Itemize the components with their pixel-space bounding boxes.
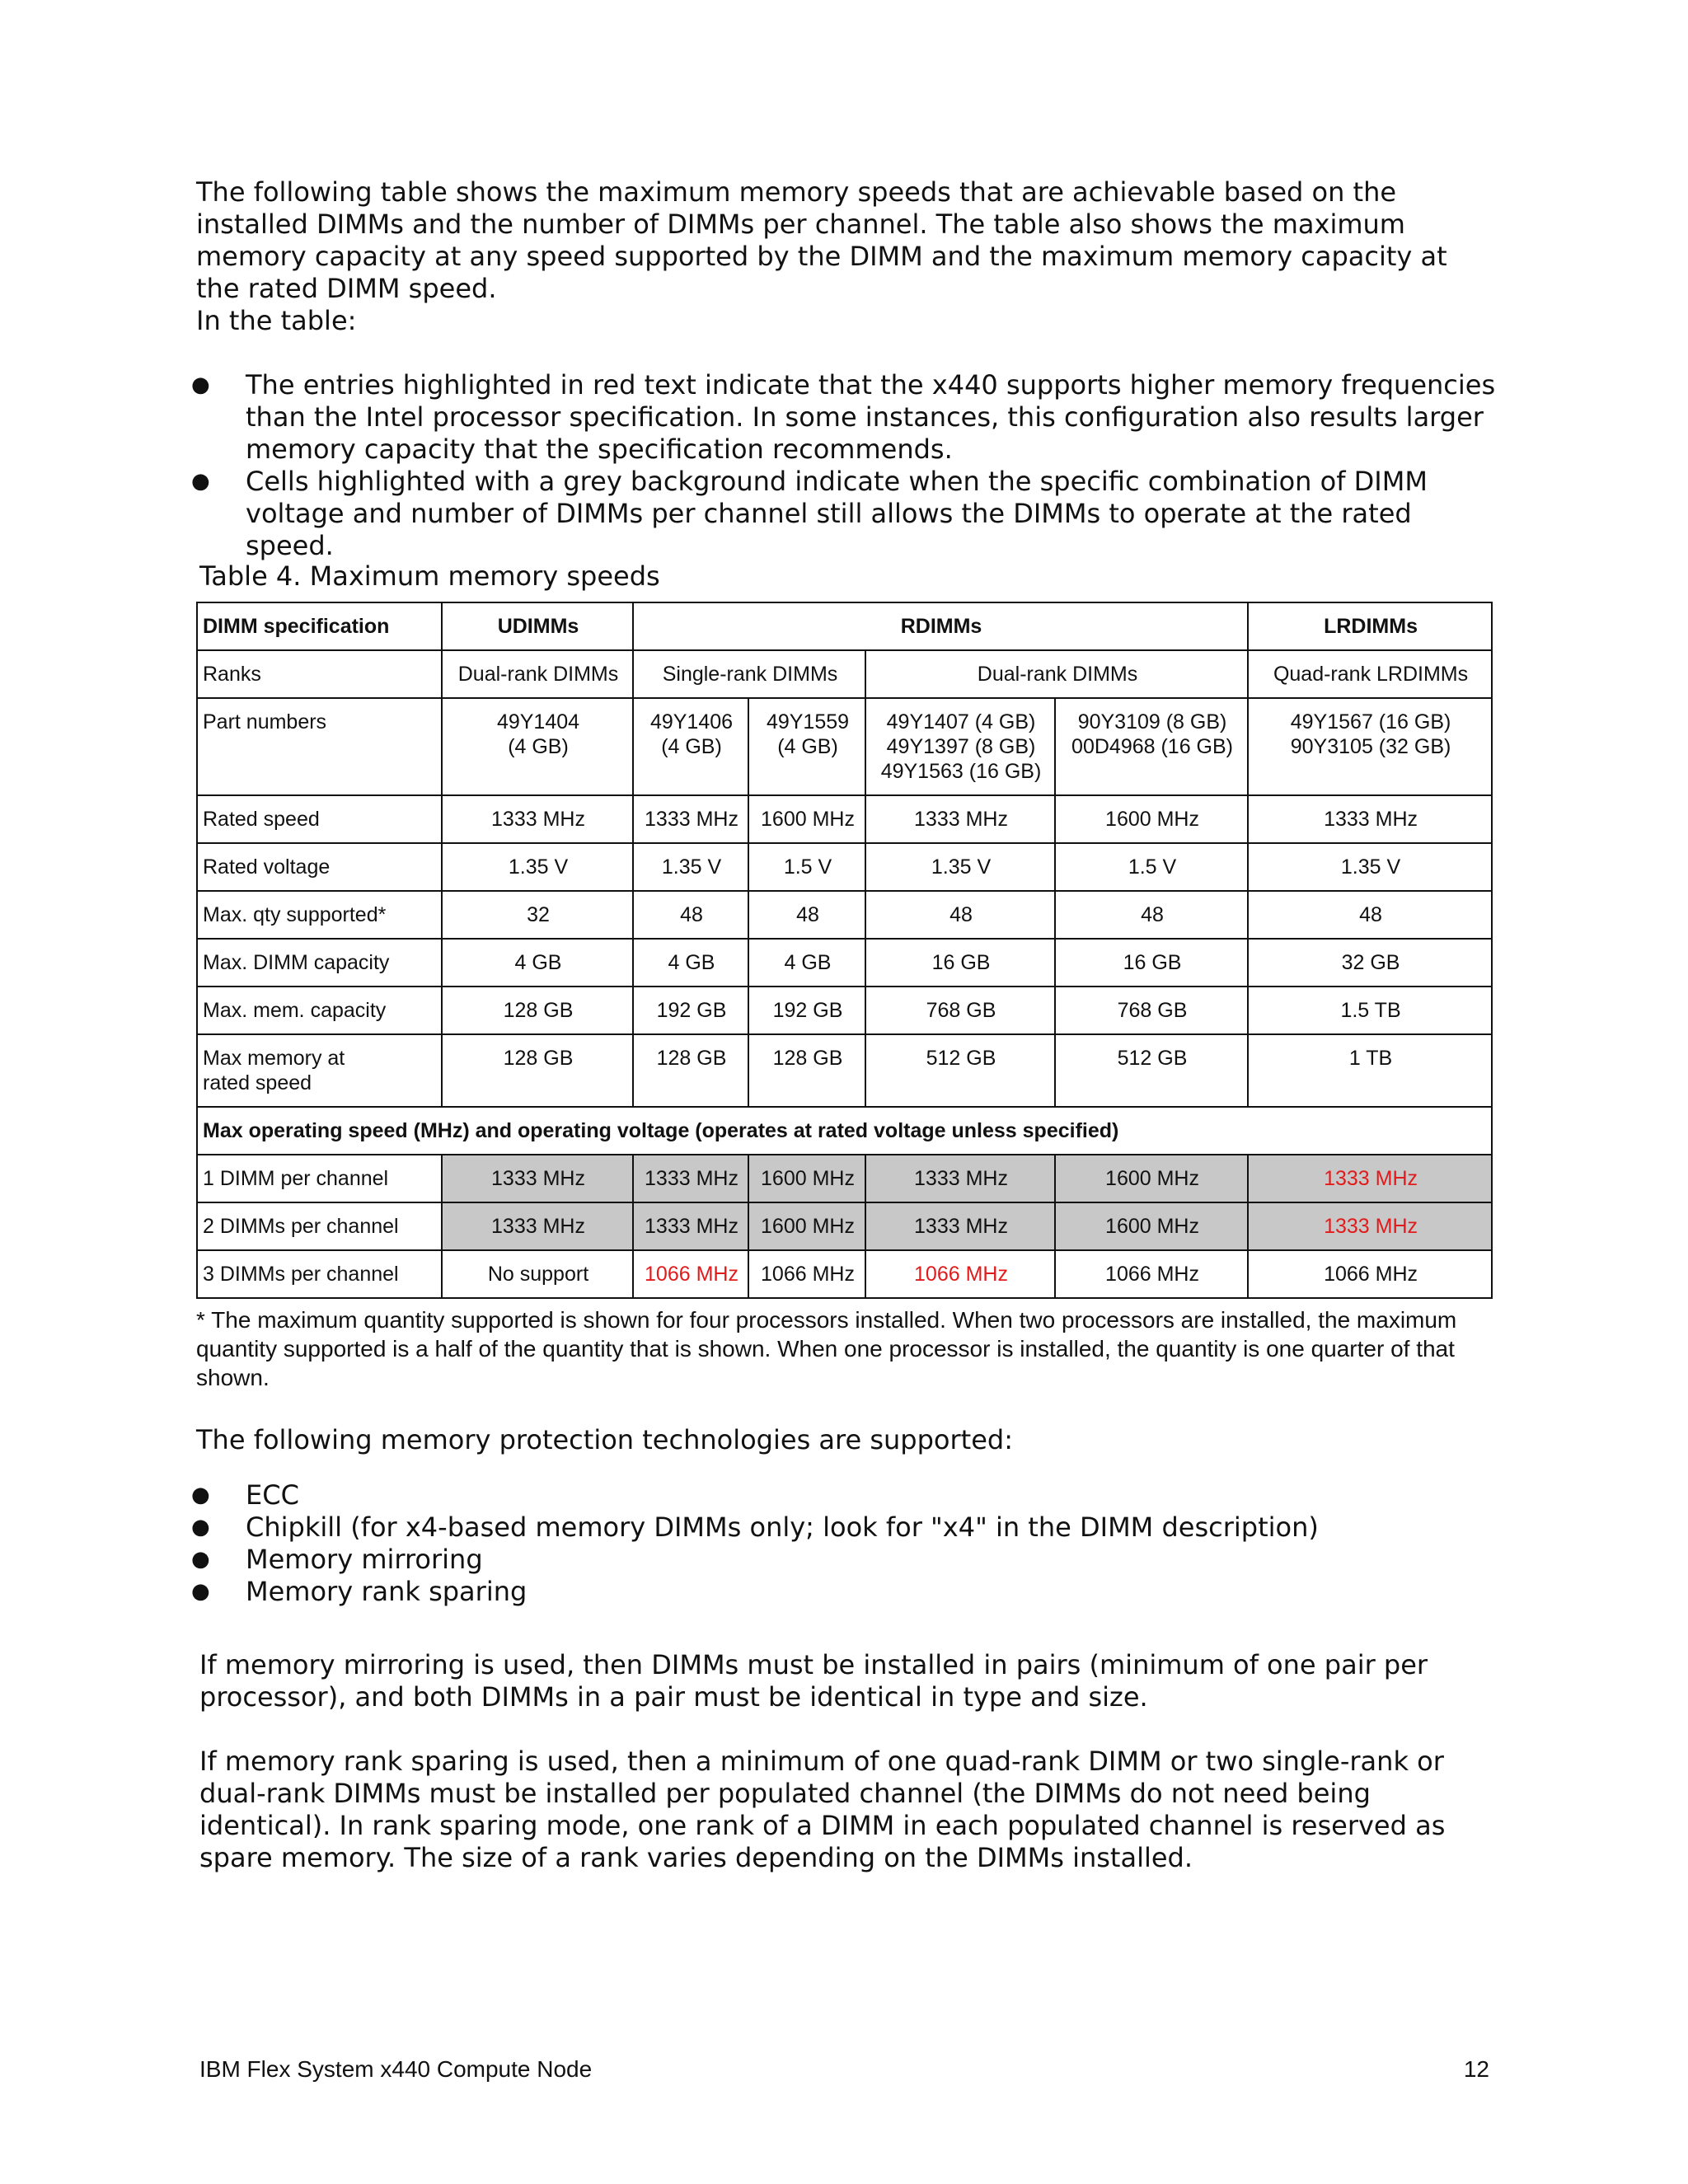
row-label: 3 DIMMs per channel [197, 1250, 442, 1298]
list-item: ● Memory mirroring [191, 1544, 483, 1575]
table-header-row [197, 602, 1492, 650]
table-cell: 1333 MHz [865, 1155, 1055, 1202]
list-item: ● Chipkill (for x4-based memory DIMMs only; look for "x4" in the DIMM description) [191, 1511, 1319, 1543]
table-row [197, 1034, 1492, 1107]
protection-intro: The following memory protection technologies are supported: [196, 1424, 1013, 1455]
table-cell: 1.5 V [1055, 843, 1248, 891]
bullet-icon: ● [191, 1515, 210, 1540]
table-cell: 49Y1559 (4 GB) [748, 698, 865, 795]
bullet-icon: ● [191, 1483, 210, 1507]
table-cell: Single-rank DIMMs [633, 650, 865, 698]
list-item: ● Cells highlighted with a grey background indicate when the specific combination of DIMM voltage and number of DIMMs per channel still allows the DIMMs to operate at the rated speed. [191, 466, 1428, 561]
table-row [197, 1250, 1492, 1298]
table-cell: No support [442, 1250, 633, 1298]
row-label: Rated speed [197, 795, 442, 843]
row-label: Max memory at rated speed [197, 1034, 442, 1107]
table-header-cell: LRDIMMs [1248, 602, 1492, 650]
row-label: Rated voltage [197, 843, 442, 891]
table-cell: 768 GB [1055, 987, 1248, 1034]
table-cell: 192 GB [633, 987, 748, 1034]
mirroring-paragraph: If memory mirroring is used, then DIMMs must be installed in pairs (minimum of one pair per processor), and both DIMMs in a pair must be identical in type and size. [199, 1649, 1428, 1713]
table-row [197, 987, 1492, 1034]
table-cell: 1600 MHz [748, 1155, 865, 1202]
row-label: Part numbers [197, 698, 442, 795]
table-cell: 128 GB [748, 1034, 865, 1107]
table-cell: 768 GB [865, 987, 1055, 1034]
table-row [197, 843, 1492, 891]
table-cell: 1.5 V [748, 843, 865, 891]
table-caption: Table 4. Maximum memory speeds [199, 560, 660, 592]
table-cell: 1333 MHz [633, 1202, 748, 1250]
table-cell: 49Y1406 (4 GB) [633, 698, 748, 795]
table-cell: 1333 MHz [633, 1155, 748, 1202]
bullet-icon: ● [191, 469, 210, 494]
table-cell: 1333 MHz [1248, 795, 1492, 843]
table-cell: 32 [442, 891, 633, 939]
table-cell: 16 GB [1055, 939, 1248, 987]
table-cell: 1.35 V [1248, 843, 1492, 891]
table-cell: 48 [865, 891, 1055, 939]
table-cell: 512 GB [865, 1034, 1055, 1107]
table-cell: 49Y1407 (4 GB) 49Y1397 (8 GB) 49Y1563 (16 GB) [865, 698, 1055, 795]
row-label: 1 DIMM per channel [197, 1155, 442, 1202]
table-cell: 1066 MHz [633, 1250, 748, 1298]
table-cell: 1.35 V [865, 843, 1055, 891]
table-cell: 1333 MHz [865, 1202, 1055, 1250]
list-item: ● The entries highlighted in red text indicate that the x440 supports higher memory frequencies than the Intel processor specification. In some instances, this configuration also results larger memory capacity that the specification recommends. [191, 369, 1496, 465]
table-cell: 4 GB [442, 939, 633, 987]
table-cell: 1333 MHz [442, 795, 633, 843]
table-row [197, 1155, 1492, 1202]
table-header-cell: RDIMMs [633, 602, 1248, 650]
table-cell: Quad-rank LRDIMMs [1248, 650, 1492, 698]
table-cell: 1066 MHz [748, 1250, 865, 1298]
intro-paragraph: The following table shows the maximum memory speeds that are achievable based on the installed DIMMs and the number of DIMMs per channel. The table also shows the maximum memory capacity at any speed supported by the DIMM and the maximum memory capacity at the rated DIMM speed. [196, 176, 1447, 304]
sparing-paragraph: If memory rank sparing is used, then a minimum of one quad-rank DIMM or two single-rank or dual-rank DIMMs must be installed per populated channel (the DIMMs do not need being identical). In rank sparing mode, one rank of a DIMM in each populated channel is reserved as spare memory. The size of a rank varies depending on the DIMMs installed. [199, 1746, 1446, 1873]
table-cell: 1600 MHz [1055, 795, 1248, 843]
footer-title: IBM Flex System x440 Compute Node [199, 2056, 593, 2082]
table-row [197, 891, 1492, 939]
table-cell: 1600 MHz [1055, 1155, 1248, 1202]
table-cell: 1333 MHz [442, 1155, 633, 1202]
table-cell: 4 GB [633, 939, 748, 987]
list-item: ● Memory rank sparing [191, 1576, 528, 1607]
table-cell: 1.35 V [442, 843, 633, 891]
table-header-cell: DIMM specification [197, 602, 442, 650]
table-cell: 1066 MHz [865, 1250, 1055, 1298]
table-cell: 4 GB [748, 939, 865, 987]
table-cell: 90Y3109 (8 GB) 00D4968 (16 GB) [1055, 698, 1248, 795]
table-row [197, 698, 1492, 795]
table-cell: 512 GB [1055, 1034, 1248, 1107]
table-cell: 49Y1567 (16 GB) 90Y3105 (32 GB) [1248, 698, 1492, 795]
table-row [197, 939, 1492, 987]
table-row [197, 795, 1492, 843]
table-header-cell: UDIMMs [442, 602, 633, 650]
table-subheader-row [197, 1107, 1492, 1155]
row-label: Max. mem. capacity [197, 987, 442, 1034]
table-cell: 1 TB [1248, 1034, 1492, 1107]
table-subheader: Max operating speed (MHz) and operating voltage (operates at rated voltage unless specified) [197, 1107, 1492, 1155]
table-cell: 48 [633, 891, 748, 939]
row-label: Ranks [197, 650, 442, 698]
table-cell: 128 GB [633, 1034, 748, 1107]
bullet-icon: ● [191, 373, 210, 397]
table-cell: 48 [1248, 891, 1492, 939]
bullet-icon: ● [191, 1547, 210, 1572]
table-notes-list [188, 369, 1507, 562]
table-cell: 1.5 TB [1248, 987, 1492, 1034]
table-row [197, 1202, 1492, 1250]
list-item: ● ECC [191, 1479, 299, 1511]
table-cell: 1066 MHz [1248, 1250, 1492, 1298]
table-cell: 1333 MHz [865, 795, 1055, 843]
table-footnote: * The maximum quantity supported is shown for four processors installed. When two processors are installed, the maximum quantity supported is a half of the quantity that is shown. When one processor is installed, the quantity is one quarter of that shown. [196, 1307, 1457, 1390]
table-cell: 48 [748, 891, 865, 939]
page-number: 12 [1463, 2056, 1489, 2082]
table-cell: 49Y1404 (4 GB) [442, 698, 633, 795]
table-cell: 48 [1055, 891, 1248, 939]
memory-speeds-table [196, 602, 1493, 1299]
row-label: Max. DIMM capacity [197, 939, 442, 987]
table-cell: 32 GB [1248, 939, 1492, 987]
table-cell: 1333 MHz [1248, 1155, 1492, 1202]
table-cell: 128 GB [442, 1034, 633, 1107]
table-cell: 1333 MHz [1248, 1202, 1492, 1250]
row-label: 2 DIMMs per channel [197, 1202, 442, 1250]
table-cell: 1333 MHz [633, 795, 748, 843]
table-cell: Dual-rank DIMMs [865, 650, 1248, 698]
row-label: Max. qty supported* [197, 891, 442, 939]
table-cell: 1600 MHz [748, 795, 865, 843]
table-cell: Dual-rank DIMMs [442, 650, 633, 698]
table-cell: 1066 MHz [1055, 1250, 1248, 1298]
table-cell: 128 GB [442, 987, 633, 1034]
table-cell: 16 GB [865, 939, 1055, 987]
table-cell: 1600 MHz [748, 1202, 865, 1250]
table-cell: 1.35 V [633, 843, 748, 891]
table-cell: 192 GB [748, 987, 865, 1034]
bullet-icon: ● [191, 1579, 210, 1604]
table-cell: 1333 MHz [442, 1202, 633, 1250]
table-cell: 1600 MHz [1055, 1202, 1248, 1250]
table-row [197, 650, 1492, 698]
in-the-table-label: In the table: [196, 305, 357, 336]
protection-list [188, 1479, 1507, 1608]
